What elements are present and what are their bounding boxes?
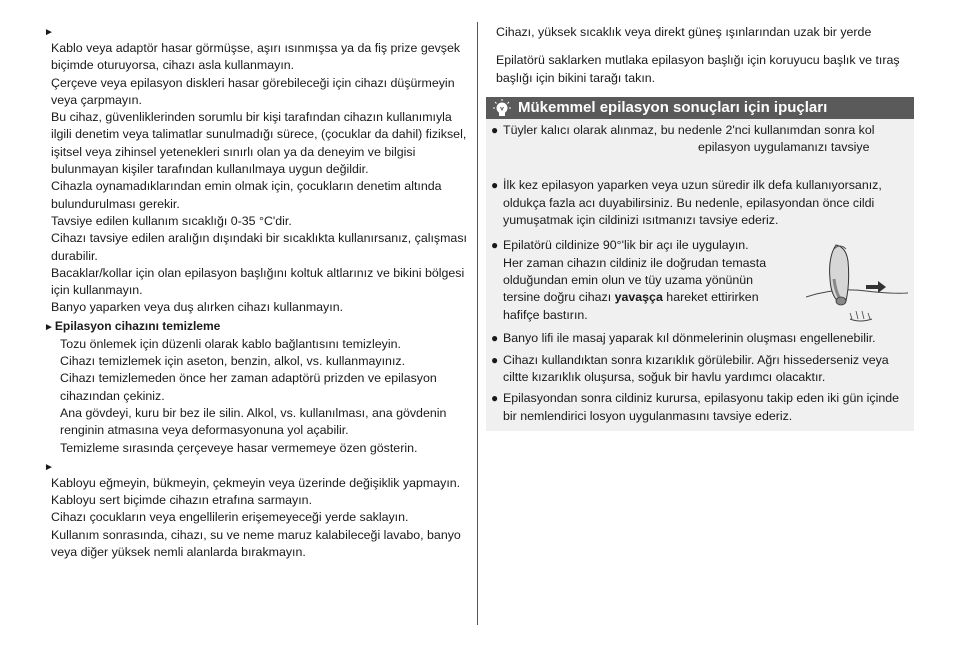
tip-text: Epilasyondan sonra cildiniz kurursa, epilasyonu takip eden iki gün içinde bir nemlendirici losyon uygulanmasını tavsiye ederiz. (503, 391, 900, 423)
tip-text: İlk kez epilasyon yaparken veya uzun süredir ilk defa kullanıyorsanız, oldukça fazla acı duyabilirsiniz. Bu nedenle, epilasyondan önce cildi yumuşatmak için cildinizi ısıtmanızı tavsiye ederiz. (503, 178, 882, 228)
cleaning-title: Epilasyon cihazını temizleme (54, 318, 221, 333)
tip-item (486, 177, 914, 229)
safety-paragraph: Cihazı tavsiye edilen aralığın dışındaki bir sıcaklıkta kullanırsanız, çalışması durabilir. (51, 231, 467, 263)
cleaning-heading (44, 318, 470, 336)
column-divider (477, 22, 478, 625)
safety-paragraph: Cihazla oynamadıklarından emin olmak için, çocukların denetim altında bulundurulması gerekir. (51, 179, 442, 211)
left-column (44, 26, 470, 561)
right-column (486, 22, 914, 431)
bullet-icon: ● (491, 391, 499, 406)
safety-paragraph: Bacaklar/kollar için olan epilasyon başlığını koltuk altlarınız ve bikini bölgesi için kullanmayın. (51, 265, 465, 298)
section-arrow-icon: ► (44, 321, 54, 333)
safety-paragraph: Çerçeve veya epilasyon diskleri hasar görebileceği için cihazı düşürmeyin veya çarpmayın. (51, 75, 455, 107)
safety-paragraph: Banyo yaparken veya duş alırken cihazı kullanmayın. (51, 300, 344, 315)
tip-item (486, 237, 771, 323)
bullet-icon: ● (491, 352, 499, 367)
cleaning-paragraph: Cihazı temizlemeden önce her zaman adaptörü prizden ve epilasyon cihazından çekiniz. (60, 371, 437, 403)
cable-paragraph: Cihazı çocukların veya engellilerin erişemeyeceği yerde saklayın. (51, 510, 409, 525)
tips-box (486, 97, 914, 431)
storage-paragraph: Epilatörü saklarken mutlaka epilasyon başlığı için koruyucu başlık ve tıraş başlığı için bikini tarağı takın. (496, 53, 900, 85)
cable-paragraph: Kabloyu eğmeyin, bükmeyin, çekmeyin veya üzerinde değişiklik yapmayın. (51, 475, 461, 490)
tip-with-figure (486, 237, 914, 329)
cleaning-paragraph: Tozu önlemek için düzenli olarak kablo bağlantısını temizleyin. (60, 336, 401, 351)
tip-text: Epilatörü cildinize 90°'lik bir açı ile uygulayın. Her zaman cihazın cildiniz ile doğrudan temasta olduğundan emin olun ve tüy uzama yönünün tersine doğru cihazı (503, 238, 767, 305)
tip-text: epilasyon uygulamanızı tavsiye (698, 140, 870, 155)
tip-item (486, 330, 914, 347)
epilator-on-skin-illustration (806, 239, 908, 327)
tip-item (486, 390, 914, 425)
safety-paragraph: Kablo veya adaptör hasar görmüşse, aşırı ısınmışsa ya da fiş prize gevşek biçimde oturuyorsa, cihazı asla kullanmayın. (51, 41, 461, 73)
tip-item (486, 352, 914, 387)
cable-paragraph: Kullanım sonrasında, cihazı, su ve neme maruz kalabileceği lavabo, banyo veya diğer yüksek nemli alanlarda bırakmayın. (51, 527, 461, 560)
cable-paragraph: Kabloyu sert biçimde cihazın etrafına sarmayın. (51, 493, 313, 508)
bullet-icon: ● (491, 122, 499, 137)
tip-text: Cihazı kullandıktan sonra kızarıklık görülebilir. Ağrı hissederseniz veya ciltte kızarıklık oluşursa, soğuk bir havlu yardımcı olacaktır. (503, 352, 889, 384)
section-arrow-icon: ► (44, 461, 54, 473)
cleaning-paragraph: Temizleme sırasında çerçeveye hasar vermemeye özen gösterin. (60, 440, 418, 455)
safety-paragraph: Tavsiye edilen kullanım sıcaklığı 0-35 °C'dir. (51, 213, 292, 228)
tip-text: Banyo lifi ile masaj yaparak kıl dönmelerinin oluşması engellenebilir. (503, 331, 876, 346)
tips-title: Mükemmel epilasyon sonuçları için ipuçları (518, 98, 828, 116)
tips-header (486, 97, 914, 119)
safety-paragraph: Bu cihaz, güvenliklerinden sorumlu bir kişi tarafından cihazın kullanımıyla ilgili denetim veya talimatlar sunulmadığı sürece, (çocuklar da dahil) fiziksel, işitsel veya zihinsel yetenekleri sınırlı olan ya da deneyim ve bilgisi bulunmayan kişiler tarafından kullanılmaya uygun değildir. (51, 110, 467, 177)
bullet-icon: ● (491, 331, 499, 346)
section-arrow-icon: ► (44, 27, 54, 38)
tip-text: Tüyler kalıcı olarak alınmaz, bu nedenle 2'nci kullanımdan sonra kol (503, 122, 875, 137)
tip-emphasis: yavaşça (614, 290, 663, 305)
cleaning-paragraph: Ana gövdeyi, kuru bir bez ile silin. Alkol, vs. kullanılması, ana gövdenin renginin atmasına veya deformasyonuna yol açabilir. (60, 405, 447, 438)
tip-item (486, 122, 914, 157)
bullet-icon: ● (491, 178, 499, 193)
storage-line: Cihazı, yüksek sıcaklık veya direkt güneş ışınlarından uzak bir yerde (496, 25, 872, 39)
cleaning-paragraph: Cihazı temizlemek için aseton, benzin, alkol, vs. kullanmayınız. (60, 354, 406, 369)
lightbulb-icon (492, 98, 512, 118)
bullet-icon: ● (491, 238, 499, 253)
tip-text: hareket ettirirken hafifçe bastırın. (503, 290, 759, 322)
